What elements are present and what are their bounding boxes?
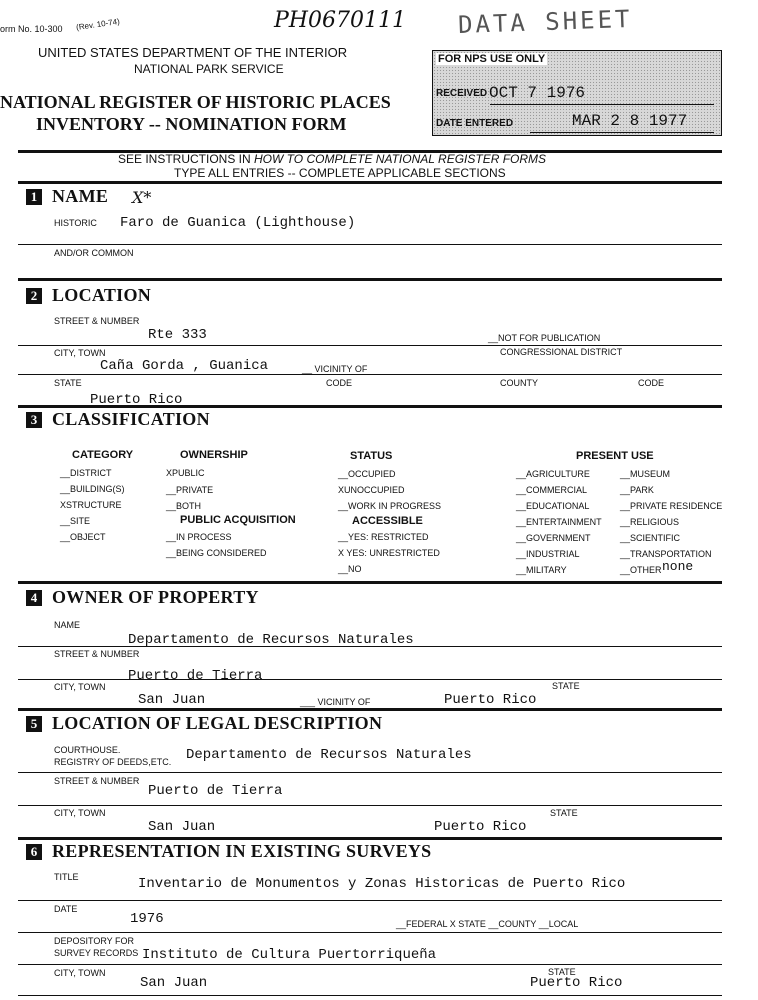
acquisition-option: __BEING CONSIDERED bbox=[166, 548, 267, 558]
not-for-publication: __NOT FOR PUBLICATION bbox=[488, 333, 601, 343]
owner-state-label: STATE bbox=[552, 681, 580, 691]
owner-state: Puerto Rico bbox=[444, 692, 537, 708]
present-use-option: __PRIVATE RESIDENCE bbox=[620, 501, 723, 511]
form-revision: (Rev. 10-74) bbox=[75, 16, 121, 33]
ownership-option: __BOTH bbox=[166, 501, 202, 511]
legal-state: Puerto Rico bbox=[434, 819, 527, 835]
courthouse-label: COURTHOUSE. bbox=[54, 745, 121, 755]
form-title-line1: NATIONAL REGISTER OF HISTORIC PLACES bbox=[0, 92, 391, 112]
received-label: RECEIVED bbox=[436, 88, 488, 99]
form-title-line2: INVENTORY -- NOMINATION FORM bbox=[36, 114, 347, 134]
data-sheet-stamp: DATA SHEET bbox=[457, 4, 633, 40]
present-use-option: __ENTERTAINMENT bbox=[516, 517, 602, 527]
section-5-number: 5 bbox=[26, 716, 42, 732]
section-4-title: OWNER OF PROPERTY bbox=[52, 587, 259, 607]
service-name: NATIONAL PARK SERVICE bbox=[134, 62, 284, 76]
present-use-option: __AGRICULTURE bbox=[516, 469, 590, 479]
survey-state-label: STATE bbox=[548, 967, 576, 977]
survey-title: Inventario de Monumentos y Zonas Historicas de Puerto Rico bbox=[138, 876, 626, 892]
nps-label: FOR NPS USE ONLY bbox=[438, 53, 546, 65]
status-heading: STATUS bbox=[350, 450, 393, 462]
code-label: CODE bbox=[326, 378, 353, 388]
location-city: Caña Gorda , Guanica bbox=[100, 358, 269, 374]
present-use-option: __MUSEUM bbox=[620, 469, 671, 479]
location-street: Rte 333 bbox=[148, 327, 207, 343]
section-3-number: 3 bbox=[26, 412, 42, 428]
owner-city-label: CITY, TOWN bbox=[54, 682, 106, 692]
category-option: __OBJECT bbox=[60, 532, 106, 542]
present-use-option: __GOVERNMENT bbox=[516, 533, 591, 543]
present-use-heading: PRESENT USE bbox=[576, 450, 654, 462]
survey-depository: Instituto de Cultura Puertorriqueña bbox=[142, 947, 437, 963]
present-use-option: __RELIGIOUS bbox=[620, 517, 680, 527]
present-use-option: __INDUSTRIAL bbox=[516, 549, 580, 559]
survey-levels: __FEDERAL X STATE __COUNTY __LOCAL bbox=[396, 919, 579, 929]
owner-street-label: STREET & NUMBER bbox=[54, 649, 140, 659]
category-option: XSTRUCTURE bbox=[60, 500, 122, 510]
form-number: orm No. 10-300 bbox=[0, 24, 63, 34]
access-option: __YES: RESTRICTED bbox=[338, 532, 429, 542]
status-option: XUNOCCUPIED bbox=[338, 485, 405, 495]
ownership-option: __PRIVATE bbox=[166, 485, 214, 495]
section-2-title: LOCATION bbox=[52, 285, 152, 305]
section-1-number: 1 bbox=[26, 189, 42, 205]
survey-records-label: SURVEY RECORDS bbox=[54, 948, 139, 958]
public-acquisition-heading: PUBLIC ACQUISITION bbox=[180, 514, 296, 526]
section-2-number: 2 bbox=[26, 288, 42, 304]
legal-city-label: CITY, TOWN bbox=[54, 808, 106, 818]
registry-label: REGISTRY OF DEEDS,ETC. bbox=[54, 757, 172, 767]
status-option: __WORK IN PROGRESS bbox=[338, 501, 442, 511]
location-state: Puerto Rico bbox=[90, 392, 183, 408]
date-entered-label: DATE ENTERED bbox=[436, 118, 514, 129]
present-use-option: __OTHER bbox=[620, 565, 662, 575]
department-name: UNITED STATES DEPARTMENT OF THE INTERIOR bbox=[38, 45, 348, 60]
owner-street: Puerto de Tierra bbox=[128, 668, 263, 684]
category-heading: CATEGORY bbox=[72, 449, 134, 461]
legal-courthouse: Departamento de Recursos Naturales bbox=[186, 747, 472, 763]
survey-city-label: CITY, TOWN bbox=[54, 968, 106, 978]
section-6-title: REPRESENTATION IN EXISTING SURVEYS bbox=[52, 841, 432, 861]
survey-date: 1976 bbox=[130, 911, 164, 927]
county-label: COUNTY bbox=[500, 378, 538, 388]
congressional-district-label: CONGRESSIONAL DISTRICT bbox=[500, 347, 623, 357]
present-use-option: __PARK bbox=[620, 485, 654, 495]
status-option: __OCCUPIED bbox=[338, 469, 396, 479]
owner-vicinity-label: ___ VICINITY OF bbox=[300, 697, 371, 707]
handwritten-id: PH0670111 bbox=[274, 8, 406, 33]
legal-state-label: STATE bbox=[550, 808, 578, 818]
access-option: X YES: UNRESTRICTED bbox=[338, 548, 440, 558]
city-label: CITY, TOWN bbox=[54, 348, 106, 358]
present-use-option: __COMMERCIAL bbox=[516, 485, 588, 495]
depository-label: DEPOSITORY FOR bbox=[54, 936, 135, 946]
accessible-heading: ACCESSIBLE bbox=[352, 515, 423, 527]
section-1-mark: X* bbox=[132, 188, 152, 207]
category-option: __DISTRICT bbox=[60, 468, 112, 478]
survey-date-label: DATE bbox=[54, 904, 78, 914]
common-label: AND/OR COMMON bbox=[54, 248, 134, 258]
date-entered: MAR 2 8 1977 bbox=[572, 112, 688, 130]
county-code-label: CODE bbox=[638, 378, 665, 388]
historic-name: Faro de Guanica (Lighthouse) bbox=[120, 215, 356, 231]
present-use-option: __EDUCATIONAL bbox=[516, 501, 590, 511]
legal-street-label: STREET & NUMBER bbox=[54, 776, 140, 786]
owner-city: San Juan bbox=[138, 692, 206, 708]
legal-city: San Juan bbox=[148, 819, 216, 835]
access-option: __NO bbox=[338, 564, 362, 574]
state-label: STATE bbox=[54, 378, 82, 388]
other-use-value: none bbox=[662, 559, 694, 574]
present-use-option: __TRANSPORTATION bbox=[620, 549, 712, 559]
legal-street: Puerto de Tierra bbox=[148, 783, 283, 799]
section-1-title: NAME bbox=[52, 186, 109, 206]
owner-name: Departamento de Recursos Naturales bbox=[128, 632, 414, 648]
section-3-title: CLASSIFICATION bbox=[52, 409, 210, 429]
owner-name-label: NAME bbox=[54, 620, 81, 630]
present-use-option: __SCIENTIFIC bbox=[620, 533, 681, 543]
received-date: OCT 7 1976 bbox=[489, 84, 586, 102]
category-option: __SITE bbox=[60, 516, 91, 526]
survey-city: San Juan bbox=[140, 975, 208, 991]
street-label: STREET & NUMBER bbox=[54, 316, 140, 326]
ownership-option: XPUBLIC bbox=[166, 468, 205, 478]
survey-title-label: TITLE bbox=[54, 872, 79, 882]
section-5-title: LOCATION OF LEGAL DESCRIPTION bbox=[52, 713, 383, 733]
category-option: __BUILDING(S) bbox=[60, 484, 125, 494]
instructions-line1: SEE INSTRUCTIONS IN HOW TO COMPLETE NATIONAL REGISTER FORMS bbox=[118, 152, 547, 166]
vicinity-label: __ VICINITY OF bbox=[302, 364, 368, 374]
ownership-heading: OWNERSHIP bbox=[180, 449, 248, 461]
section-4-number: 4 bbox=[26, 590, 42, 606]
survey-state: Puerto Rico bbox=[530, 975, 623, 991]
acquisition-option: __IN PROCESS bbox=[166, 532, 232, 542]
section-6-number: 6 bbox=[26, 844, 42, 860]
present-use-option: __MILITARY bbox=[516, 565, 567, 575]
historic-label: HISTORIC bbox=[54, 218, 97, 228]
instructions-line2: TYPE ALL ENTRIES -- COMPLETE APPLICABLE SECTIONS bbox=[174, 166, 506, 180]
